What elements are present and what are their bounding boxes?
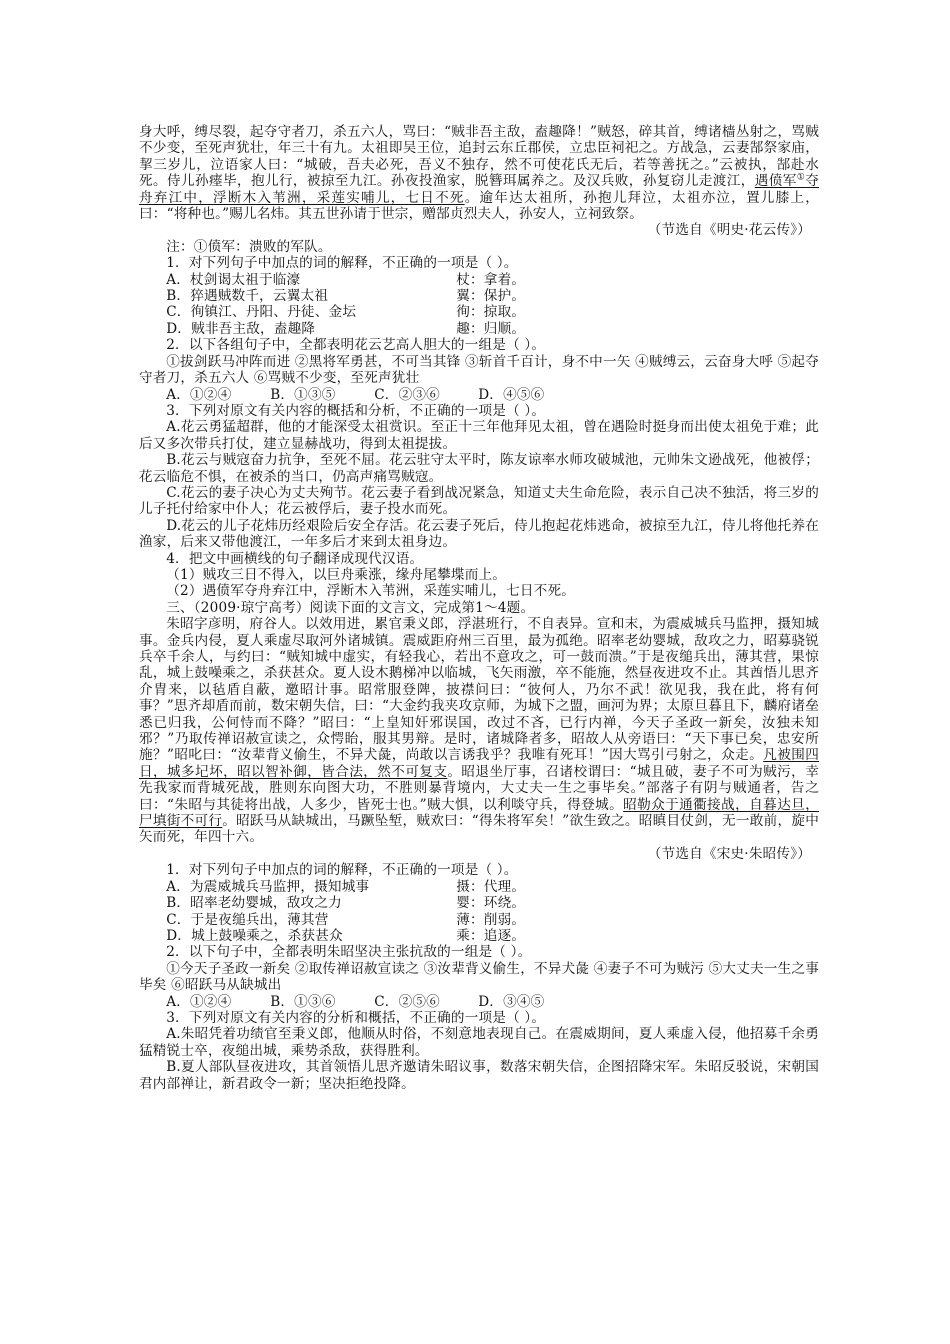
option-b: B．昭率老幼婴城，敌攻之力 婴：环绕。 <box>166 895 526 912</box>
document-page <box>139 124 819 1092</box>
option-a: A．为震威城兵马监押，摄知城事 摄：代理。 <box>166 878 526 895</box>
option-b: B.夏人部队昼夜进攻，其首领悟儿思齐邀请朱昭议事，数落宋朝失信，企图招降宋军。朱昭反驳说，宋朝国君内部禅让，新君政令一新；坚决拒绝投降。 <box>139 1059 819 1092</box>
source-citation: （节选自《宋史·朱昭传》） <box>647 845 811 862</box>
section-heading: 三、（2009·琼宁高考）阅读下面的文言文，完成第1～4题。 <box>166 599 535 616</box>
option-c: C.花云的妻子决心为丈夫殉节。花云妻子看到战况紧急，知道丈夫生命危险，表示自己决不独活，将三岁的儿子托付给家中仆人；花云被俘后，妻子投水而死。 <box>139 484 819 518</box>
question-stem: 4．把文中画横线的句子翻译成现代汉语。 <box>166 550 424 567</box>
source-citation: （节选自《明史·花云传》） <box>647 222 811 239</box>
underlined-sentence: 昭勒众于通衢接战，自暮达旦，尸填街不可行 <box>139 796 819 830</box>
passage-text: 身大呼，缚尽裂，起夺守者刀，杀五六人，骂曰：“贼非吾主敌，盍趣降！”贼怒，碎其首，缚诸樯丛射之，骂贼不少变，至死声犹壮，年三十有九。太祖即吴王位，追封云东丘郡侯，立忠臣祠祀之。方战急，云妻郜祭家庙，挈三岁儿，泣语家人曰：“城破，吾夫必死，吾义不独存，然不可使花氏无后，若等善抚之。”云被执，郜赴水死。侍儿孙瘗毕，抱儿行，被掠至九江。孙夜投渔家，脱簪珥属养之。及汉兵败，孙复窃儿走渡江， <box>139 124 819 190</box>
option-a: A．杖剑谒太祖于临濠 杖：拿着。 <box>166 271 526 288</box>
question-stem: 2．以下句子中，全都表明朱昭坚决主张抗敌的一组是（ ）。 <box>166 944 532 961</box>
question-stem: 3．下列对原文有关内容的概括和分析，不正确的一项是（ ）。 <box>166 402 546 419</box>
option-c: C．于是夜缒兵出，薄其营 薄：削弱。 <box>166 911 526 928</box>
footnote: 注：①偾军：溃败的军队。 <box>166 238 332 255</box>
underlined-sentence: 遇偾军①夺舟弃江中，浮断木入苇洲，采莲实哺儿，七日不死 <box>139 172 819 206</box>
option-a: A.朱昭凭着功绩官至秉义郎，他顺从时俗，不刻意地表现自己。在震威期间，夏人乘虚入侵，他招募千余勇猛精锐士卒，夜缒出城，乘势杀敌，获得胜利。 <box>139 1026 819 1059</box>
question-items: ①今天子圣政一新矣 ②取传禅诏赦宣读之 ③汝辈背义偷生，不异犬彘 ④妻子不可为贼污 ⑤大丈夫一生之事毕矣 ⑥昭跃马从缺城出 <box>139 960 819 994</box>
answer-choices: A．①②④ B．①③⑥ C．②⑤⑥ D．③④⑤ <box>166 993 545 1010</box>
option-d: D．城上鼓噪乘之，杀获甚众 乘：追逐。 <box>166 927 526 944</box>
option-c: C．徇镇江、丹阳、丹徒、金坛 徇：掠取。 <box>166 304 526 321</box>
passage-text: 朱昭字彦明，府谷人。以效用进，累官秉义郎，浮湛班行，不自表异。宣和末，为震威城兵马监押，摄知城事。金兵内侵，夏人乘虚尽取河外诸城镇。震威距府州三百里，最为孤绝。昭率老幼婴城，敌攻之力，昭募骁锐兵卒千余人，与约曰：“贼知城中虚实，有轻我心，若出不意攻之，可一鼓而溃。”于是夜缒兵出，薄其营，果惊乱，城上鼓噪乘之，杀获甚众。夏人设木鹅梯冲以临城，飞矢雨激，卒不能施，然昼夜进攻不止。其酋悟儿思齐介胄来，以毡盾自蔽，邀昭计事。昭常服登陴，披襟问曰：“彼何人，乃尔不武！欲见我，我在此，将有何事？”思齐却盾而前，数宋朝失信，曰：“大金约我夹攻京师，为城下之盟，画河为界；太原旦暮且下，麟府诸垒悉已归我，公何恃而不降？”昭曰：“上皇知奸邪误国，改过不吝，已行内禅，今天子圣政一新矣，汝独未知邪？”乃取传禅诏赦宣读之，众愕眙，服其男辩。是时，诸城降者多，昭故人从旁语曰：“天下事已矣，忠安所施？”昭叱曰：“汝辈背义偷生，不异犬彘，尚敢以言诱我乎？我唯有死耳！”因大骂引弓射之，众走。 <box>139 616 819 764</box>
option-b: B.花云与贼寇奋力抗争，至死不屈。花云驻守太平时，陈友谅率水师攻破城池，元帅朱文逊战死，他被俘；花云临危不惧，在被杀的当口，仍高声痛骂贼寇。 <box>139 452 819 485</box>
translation-item-2: （2）遇偾军夺舟弃江中，浮断木入苇洲，采莲实哺儿，七日不死。 <box>166 583 576 600</box>
translation-item-1: （1）贼攻三日不得入，以巨舟乘涨，缘舟尾攀堞而上。 <box>166 566 507 583</box>
passage-1-paragraph <box>139 124 819 222</box>
question-stem: 2．以下各组句子中，全都表明花云艺高人胆大的一组是（ ）。 <box>166 337 546 354</box>
question-stem: 1．对下列句子中加点的词的解释，不正确的一项是（ ）。 <box>166 862 518 879</box>
passage-text: 。逾年达太祖所，孙抱儿拜泣，太祖亦泣，置儿膝上，曰：“将种也。”赐儿名炜。其五世孙请于世宗，赠郜贞烈夫人，孙安人，立祠致祭。 <box>139 189 819 223</box>
passage-2-paragraph <box>139 616 819 846</box>
passage-text: 。昭退坐厅事，召诸校谓曰：“城且破，妻子不可为贼污，幸先我家而背城死战，胜则东向图大功，不胜则暴背境内，大丈夫一生之事毕矣。”部落子有阴与贼通者，告之曰：“朱昭与其徒将出战，人多少，皆死士也。”贼大惧，以利啖守兵，得登城。 <box>139 763 819 813</box>
answer-choices: A．①②④ B．①③⑤ C．②③⑥ D．④⑤⑥ <box>166 386 545 403</box>
option-d: D.花云的儿子花炜历经艰险后安全存活。花云妻子死后，侍儿抱起花炜逃命，被掠至九江，侍儿将他托养在渔家，后来又带他渡江，一年多后才来到太祖身边。 <box>139 517 819 551</box>
question-stem: 1．对下列句子中加点的词的解释，不正确的一项是（ ）。 <box>166 255 518 272</box>
option-b: B．猝遇贼数千，云翼太祖 翼：保护。 <box>166 288 526 305</box>
passage-text: 。昭跃马从缺城出，马蹶坠堑，贼欢曰：“得朱将军矣！”欲生致之。昭瞋目仗剑，无一敢前，旋中矢而死，年四十六。 <box>139 813 819 846</box>
question-items: ①拔剑跃马冲阵而进 ②黑将军勇甚，不可当其锋 ③斩首千百计，身不中一矢 ④贼缚云，云奋身大呼 ⑤起夺守者刀，杀五六人 ⑥骂贼不少变，至死声犹壮 <box>139 353 819 387</box>
footnote-marker: ① <box>796 172 806 183</box>
option-a: A.花云勇猛超群，他的才能深受太祖赏识。至正十三年他拜见太祖，曾在遇险时挺身而出使太祖免于难；此后又多次带兵打仗，建立显赫战功，得到太祖提拔。 <box>139 419 819 452</box>
underlined-sentence: 凡被围四日，城多圮坏，昭以智补御，皆合法，然不可复支 <box>139 747 819 780</box>
option-d: D．贼非吾主敌，盍趣降 趣：归顺。 <box>166 320 526 337</box>
question-stem: 3．下列对原文有关内容的分析和概括，不正确的一项是（ ）。 <box>166 1009 546 1026</box>
